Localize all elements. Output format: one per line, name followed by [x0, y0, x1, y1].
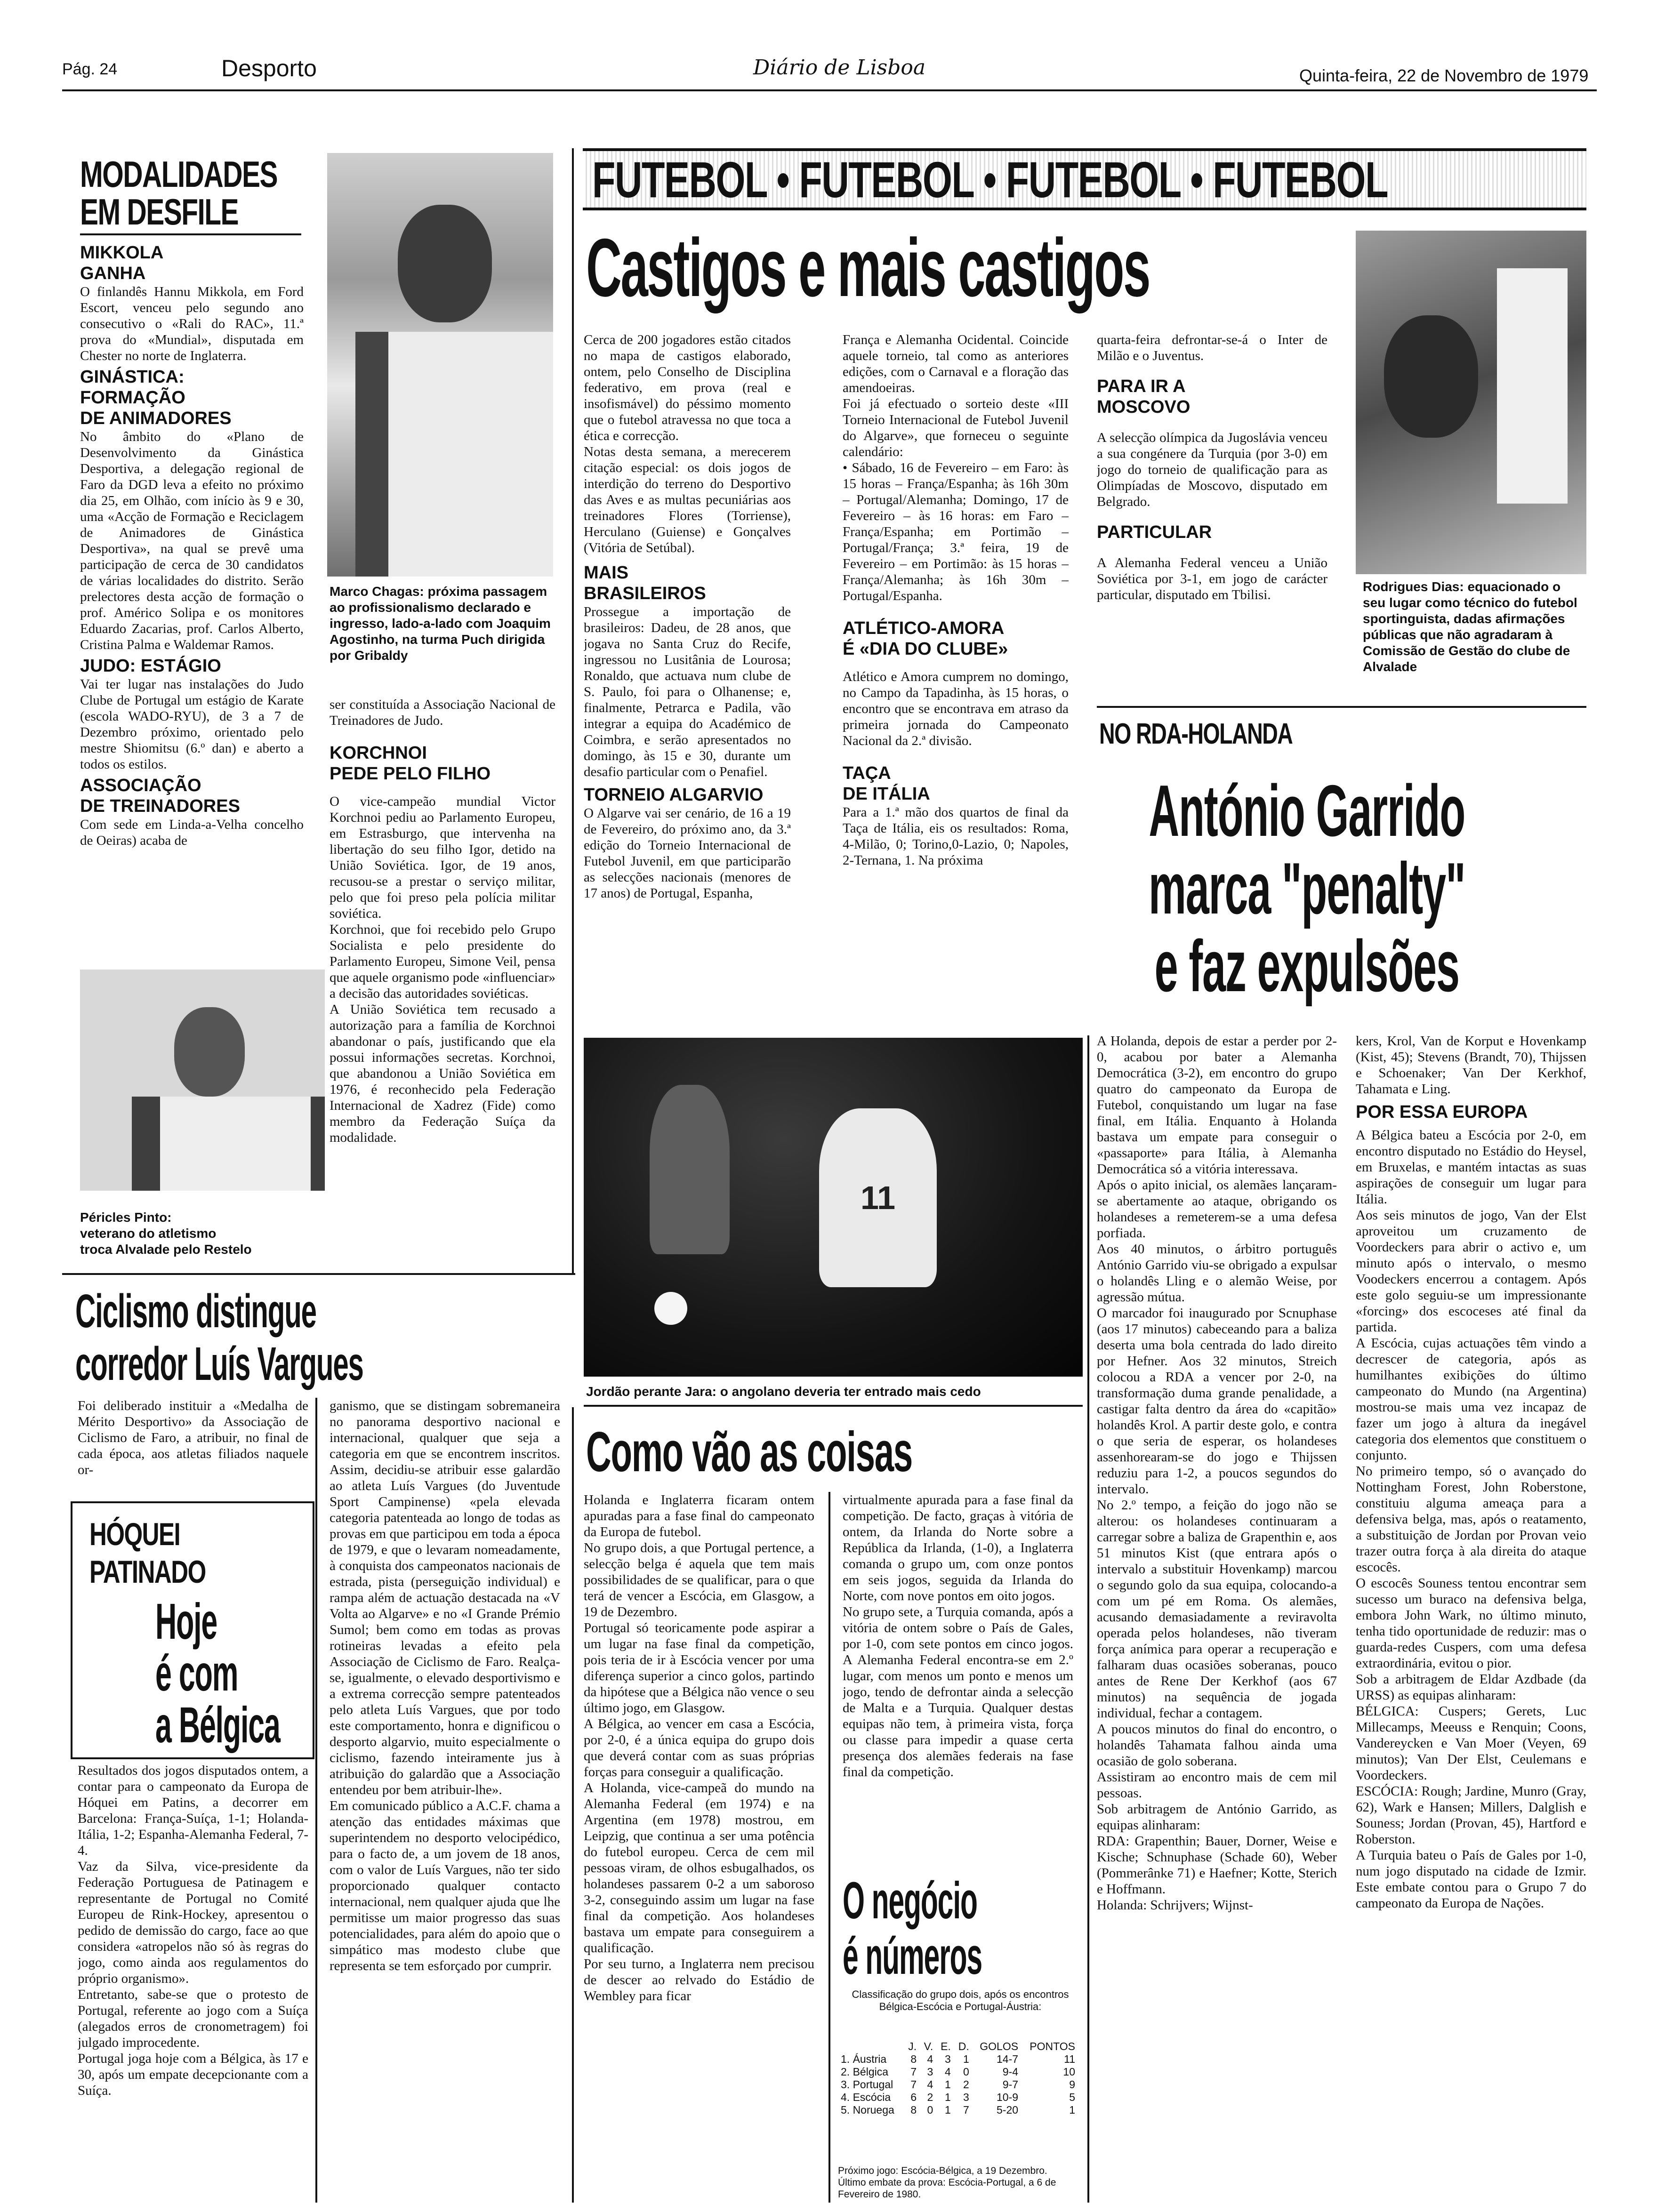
coisas-headline: Como vão as coisas — [586, 1420, 913, 1483]
mikkola-heading: MIKKOLA GANHA — [80, 243, 164, 283]
table-cell: 4 — [945, 2066, 951, 2078]
ciclismo-column-1 — [78, 1398, 308, 1478]
castigos-headline: Castigos e mais castigos — [586, 222, 1150, 314]
issue-date: Quinta-feira, 22 de Novembro de 1979 — [1299, 66, 1589, 85]
football-match-photo — [584, 1038, 1083, 1377]
table-cell: 10-9 — [997, 2091, 1019, 2103]
judo-heading: JUDO: ESTÁGIO — [80, 656, 221, 676]
table-cell: 9-7 — [1002, 2078, 1019, 2091]
modalidades-rule — [80, 233, 301, 235]
negocio-headline: O negócio é números — [843, 1872, 982, 1985]
portrait-head-shape — [174, 1007, 245, 1097]
hoquei-headline: Hoje é com a Bélgica — [155, 1593, 280, 1753]
negocio-intro: Classificação do grupo dois, após os encontros Bélgica-Escócia e Portugal-Áustria: — [852, 1988, 1069, 2012]
coisas-text-continued: virtualmente apurada para a fase final da competição. De facto, graças à vitória de ontem, da Irlanda do Norte sobre a República da Irlanda, (1-0), a Inglaterra comanda o grupo um, com onze pontos em seis jogos, seguida da Irlanda do Norte, com nove pontos em oito jogos. No grupo sete, a Turquia comanda, após a vitória de ontem sobre o País de Gales, por 1-0, com sete pontos em cinco jogos. A Alemanha Federal encontra-se em 2.º lugar, com menos um ponto e menos um jogo, tendo de defrontar ainda a selecção de Malta e a Turquia. Qualquer destas equipas não tem, à primeira vista, força ou classe para impedir a quase certa presença dos alemães federais na fase final da competição. — [843, 1492, 1073, 1779]
castigos-column-1 — [584, 332, 791, 1026]
masthead-rule — [62, 89, 1597, 91]
table-cell: 7 — [910, 2078, 917, 2091]
associacao-heading: ASSOCIAÇÃO DE TREINADORES — [80, 776, 240, 816]
ciclismo-column-2 — [330, 1398, 560, 2203]
korchnoi-heading: KORCHNOI PEDE PELO FILHO — [330, 743, 491, 784]
korchnoi-text: O vice-campeão mundial Victor Korchnoi pediu ao Parlamento Europeu, em Estrasburgo, que intervenha na libertação do seu filho Igor, detido na União Soviética. Igor, de 19 anos, recusou-se a prestar o serviço militar, pelo que foi preso pela polícia militar soviética. Korchnoi, que foi recebido pelo Grupo Socialista e pelo presidente do Parlamento Europeu, Simone Veil, pensa que aquele organismo pode «influenciar» a decisão das autoridades soviéticas. A União Soviética tem recusado a autorização para a família de Korchnoi abandonar o país, justificando que ela possui informações secretas. Korchnoi, que abandonou a União Soviética em 1976, é reconhecido pela Federação Internacional de Xadrez (Fide) como membro da Federação Suíça da modalidade. — [330, 794, 555, 1145]
table-cell: 1 — [945, 2078, 951, 2091]
table-cell: 3 — [945, 2053, 951, 2065]
standings-header-cell: J. — [908, 2040, 917, 2052]
castigos-column-3 — [1097, 332, 1327, 699]
rodrigues-dias-photo — [1356, 231, 1586, 574]
table-cell: 14-7 — [997, 2053, 1019, 2065]
table-cell: 7 — [963, 2104, 969, 2116]
rda-top-rule — [1097, 706, 1586, 708]
moscovo-heading: PARA IR A MOSCOVO — [1097, 377, 1190, 417]
table-cell: 0 — [927, 2104, 933, 2116]
atletico-amora-text: Atlético e Amora cumprem no domingo, no Campo da Tapadinha, às 15 horas, o encontro que se encontrava em atraso da primeira jornada do Campeonato Nacional da 2.ª divisão. — [843, 669, 1069, 748]
table-cell: 1 — [1069, 2104, 1075, 2116]
ciclismo-text-continued: ganismo, que se distingam sobremaneira no panorama desportivo nacional e internacional, qualquer que seja a categoria em que se encontrem inscritos. Assim, decidiu-se atribuir esse galardão ao atleta Luís Vargues (do Juventude Sport Campinense) «pela elevada categoria patenteada ao longo de todas as provas em que participou em toda a época de 1979, e que o levaram nomeadamente, à conquista dos campeonatos nacionais de estrada, pista (perseguição individual) e rampa além de actuação destacada na «V Volta ao Algarve» e no «I Grande Prémio Sumol; bem como em todas as provas rotineiras levadas a efeito pela Associação de Ciclismo de Faro. Realça-se, igualmente, o elevado desportivismo e a extrema correcção sempre patenteados pelo atleta Luís Vargues, que por todo este comportamento, honra e dignificou o desporto algarvio, muito especialmente o ciclismo, fazendo inteiramente jus à atribuição do galardão que a Associação entendeu por bem atribuir-lhe». Em comunicado público a A.C.F. chama a atenção das entidades máximas que superintendem no desporto velocipédico, para o facto de, a um jovem de 18 anos, com o valor de Luís Vargues, não ter sido proporcionado qualquer contacto internacional, nem qualquer ajuda que lhe permitisse um maior progresso das suas potencialidades, para além do apoio que o simpático mas modesto clube que representa se tem esforçado por cumprir. — [330, 1398, 560, 1973]
taca-italia-text: Para a 1.ª mão dos quartos de final da Taça de Itália, eis os resultados: Roma, 4-Milão, 0; Torino,0-Lazio, 0; Napoles, 2-Ternana, 1. Na próxima — [843, 805, 1069, 868]
rodrigues-dias-caption: Rodrigues Dias: equacionado o seu lugar como técnico do futebol sportinguista, dadas afirmações públicas que não agradaram à Comissão de Gestão do clube de Alvalade — [1363, 579, 1577, 674]
rda-kicker: NO RDA-HOLANDA — [1099, 718, 1293, 750]
taca-italia-heading: TAÇA DE ITÁLIA — [843, 763, 930, 804]
table-cell: 4 — [927, 2078, 933, 2091]
table-cell: 1 — [945, 2091, 951, 2103]
standings-header-cell — [838, 2040, 904, 2053]
mais-brasileiros-heading: MAIS BRASILEIROS — [584, 563, 706, 603]
table-cell: 1. Áustria — [841, 2053, 887, 2065]
table-cell: 4. Escócia — [841, 2091, 891, 2103]
white-player-shape — [819, 1108, 937, 1287]
particular-text: A Alemanha Federal venceu a União Soviética por 3-1, em jogo de carácter particular, disputado em Tbilisi. — [1097, 555, 1327, 602]
coisas-column-1 — [584, 1492, 814, 2203]
mikkola-text: O finlandês Hannu Mikkola, em Ford Escort, venceu pelo segundo ano consecutivo o «Rali do RAC», 11.ª prova do «Mundial», disputada em Chester no norte de Inglaterra. — [80, 284, 304, 363]
coisas-top-rule — [584, 1405, 1083, 1407]
rda-column-2 — [1356, 1033, 1586, 2200]
photo-head-shape — [1384, 315, 1478, 438]
negocio-footer: Próximo jogo: Escócia-Bélgica, a 19 Dezembro. Último embate da prova: Escócia-Portugal, a 6 de Fevereiro de 1980. — [838, 2165, 1056, 2200]
table-row — [838, 2104, 1078, 2116]
inter-juventus-text: quarta-feira defrontar-se-á o Inter de Milão e o Juventus. — [1097, 332, 1327, 363]
torneio-calendar-text: França e Alemanha Ocidental. Coincide aquele torneio, tal como as anteriores edições, com o Carnaval e a floração das amendoeiras. Foi já efectuado o sorteio deste «III Torneio Internacional de Futebol Juvenil do Algarve», que forneceu o seguinte calendário: • Sábado, 16 de Fevereiro – em Faro: às 15 horas – França/Espanha; às 16h 30m – Portugal/Alemanha; Domingo, 17 de Fevereiro – às 16 horas: em Faro – França/Espanha; em Portimão – Portugal/França; 3.ª feira, 19 de Fevereiro – em Portimão: às 15 horas – França/Alemanha; às 16h 30m – Portugal/Espanha. — [843, 332, 1069, 603]
castigos-column-2 — [843, 332, 1069, 1026]
table-cell: 2. Bélgica — [841, 2066, 889, 2078]
table-cell: 1 — [945, 2104, 951, 2116]
ciclismo-top-rule — [62, 1273, 575, 1275]
table-cell: 5. Noruega — [841, 2104, 894, 2116]
hoquei-text: Resultados dos jogos disputados ontem, a contar para o campeonato da Europa de Hóquei em Patins, a decorrer em Barcelona: França-Suíça, 1-1; Holanda-Itália, 1-2; Espanha-Alemanha Federal, 7-4. Vaz da Silva, vice-presidente da Federação Portuguesa de Patinagem e representante de Portugal no Comité Europeu de Rink-Hockey, apresentou o pedido de demissão do cargo, face ao que considera «atropelos não só às regras do jogo, como ainda aos regulamentos do próprio organismo». Entretanto, sabe-se que o protesto de Portugal, referente ao jogo com a Suíça (alegados erros de cronometragem) foi julgado improcedente. Portugal joga hoje com a Bélgica, às 17 e 30, após um empate decepcionante com a Suíça. — [78, 1763, 308, 2098]
ginastica-text: No âmbito do «Plano de Desenvolvimento da Ginástica Desportiva, a delegação regional de Faro da DGD leva a efeito no próximo dia 25, em Olhão, com início às 9 e 30, uma «Acção de Formação e Reciclagem de Animadores de Ginástica Desportiva», na qual se prevê uma participação de cerca de 30 candidatos de várias localidades do distrito. Serão prelectores desta acção de formação o prof. Américo Solipa e os monitores Eduardo Zacarias, prof. Carlos Alberto, Cristina Palma e Waldemar Ramos. — [80, 429, 304, 652]
pericles-pinto-photo — [80, 970, 325, 1191]
table-cell: 6 — [910, 2091, 917, 2103]
table-cell: 3 — [963, 2091, 969, 2103]
table-cell: 5-20 — [997, 2104, 1019, 2116]
particular-heading: PARTICULAR — [1097, 522, 1212, 542]
castigos-text: Cerca de 200 jogadores estão citados no mapa de castigos elaborado, ontem, pelo Conselho de Disciplina federativo, em prova (real e insofismável) do péssimo momento que o futebol atravessa no que toca a ética e correcção. Notas desta semana, a merecerem citação especial: os dois jogos de interdição do terreno do Desportivo das Aves e as multas pecuniárias aos treinadores Flores (Torriense), Herculano (Guiense) e Gonçalves (Vitória de Setúbal). — [584, 332, 791, 555]
table-cell: 11 — [1064, 2053, 1075, 2065]
standings-body — [838, 2053, 1078, 2116]
ciclismo-right-divider — [572, 1407, 574, 2203]
table-cell: 2 — [963, 2078, 969, 2091]
jersey-number: 11 — [861, 1179, 895, 1216]
mais-brasileiros-text: Prossegue a importação de brasileiros: Dadeu, de 28 anos, que jogava no Santa Cruz do Recife, ingressou no Lusitânia de Lourosa; Ronaldo, que actuava num clube de S. Paulo, foi para o Olhanense; e, finalmente, Petrarca e Padila, vão integrar a equipa do Académico de Coimbra, e serão apresentados no domingo, às 15 e 30, durante um desafio particular com o Penafiel. — [584, 604, 791, 779]
table-row — [838, 2053, 1078, 2066]
table-row — [838, 2078, 1078, 2091]
standings-header-row — [838, 2040, 1078, 2053]
table-cell: 3 — [927, 2066, 933, 2078]
marco-chagas-caption: Marco Chagas: próxima passagem ao profissionalismo declarado e ingresso, lado-a-lado com Joaquim Agostinho, na turma Puch dirigida por Gribaldy — [330, 584, 551, 663]
table-row — [838, 2091, 1078, 2104]
korchnoi-column — [330, 697, 555, 1273]
table-cell: 4 — [927, 2053, 933, 2065]
table-cell: 3. Portugal — [841, 2078, 893, 2091]
newspaper-title: Diário de Lisboa — [753, 56, 926, 80]
judo-text: Vai ter lugar nas instalações do Judo Clube de Portugal um estágio de Karate (escola WADO-RYU), de 3 a 7 de Dezembro próximo, orientado pelo mestre Shiomitsu (6.º dan) e aberto a todos os estilos. — [80, 677, 304, 772]
portrait-torso-shape — [132, 1097, 325, 1191]
table-cell: 2 — [927, 2091, 933, 2103]
marco-chagas-photo — [327, 153, 553, 577]
table-cell: 9-4 — [1002, 2066, 1019, 2078]
hoquei-kicker: HÓQUEI PATINADO — [89, 1516, 206, 1590]
ciclismo-text-start: Foi deliberado instituir a «Medalha de Mérito Desportivo» da Associação de Ciclismo de Faro, a atribuir, no final de cada época, aos atletas filiados naquele or- — [78, 1398, 308, 1477]
table-cell: 1 — [963, 2053, 969, 2065]
associacao-continued: ser constituída a Associação Nacional de Treinadores de Judo. — [330, 697, 555, 728]
torneio-algarvio-text: O Algarve vai ser cenário, de 16 a 19 de Fevereiro, do próximo ano, da 3.ª edição do Torneio Internacional de Futebol Juvenil, em que participarão as selecções nacionais (menores de 17 anos) de Portugal, Espanha, — [584, 806, 791, 901]
table-cell: 9 — [1069, 2078, 1075, 2091]
coisas-column-2 — [843, 1492, 1073, 1859]
section-name: Desporto — [221, 55, 317, 81]
hoquei-column — [78, 1763, 308, 2203]
page-number: Pág. 24 — [62, 60, 118, 78]
rda-column-1 — [1097, 1033, 1337, 2200]
holanda-lineup-text: kers, Krol, Van de Korput e Hovenkamp (Kist, 45); Stevens (Brandt, 70), Thijssen e Schoenaker; Van Der Kerkhof, Tahamata e Ling. — [1356, 1034, 1586, 1097]
ball-shape — [654, 1292, 687, 1325]
modalidades-title: MODALIDADES EM DESFILE — [80, 153, 278, 232]
figure-head-shape — [398, 205, 492, 322]
dark-player-shape — [650, 1085, 730, 1254]
ciclismo-column-divider — [315, 1398, 317, 2203]
figure-torso-shape — [355, 332, 553, 577]
football-photo-caption: Jordão perante Jara: o angolano deveria ter entrado mais cedo — [586, 1384, 981, 1399]
column-divider — [572, 148, 574, 1273]
standings-header-cell: PONTOS — [1030, 2040, 1075, 2052]
associacao-text: Com sede em Linda-a-Velha concelho de Oeiras) acaba de — [80, 817, 304, 848]
standings-table — [838, 2040, 1078, 2116]
standings-header-cell: E. — [941, 2040, 951, 2052]
atletico-amora-heading: ATLÉTICO-AMORA É «DIA DO CLUBE» — [843, 618, 1008, 659]
photo-light-area — [1497, 268, 1568, 504]
table-cell: 10 — [1063, 2066, 1075, 2078]
rda-column-divider — [1087, 1035, 1089, 2203]
table-cell: 7 — [910, 2066, 917, 2078]
futebol-banner — [583, 148, 1586, 210]
table-cell: 8 — [910, 2053, 917, 2065]
table-cell: 5 — [1069, 2091, 1075, 2103]
table-row — [838, 2066, 1078, 2078]
moscovo-text: A selecção olímpica da Jugoslávia venceu a sua congénere da Turquia (por 3-0) em jogo do torneio de qualificação para as Olimpíadas de Moscovo, disputado em Belgrado. — [1097, 430, 1327, 509]
rda-report-text: A Holanda, depois de estar a perder por 2-0, acabou por bater a Alemanha Democrática (3-2), em encontro do grupo quatro do campeonato da Europa de Futebol, conquistando um lugar na fase final, em Itália. Enquanto à Holanda bastava um empate para conseguir o «passaporte» para Itália, à Alemanha Democrática só a vitória interessava. Após o apito inicial, os alemães lançaram-se abertamente ao ataque, obrigando os holandeses a remeterem-se a uma defesa porfiada. Aos 40 minutos, o árbitro português António Garrido viu-se obrigado a expulsar o holandês Lling e o alemão Weise, por agressão mútua. O marcador foi inaugurado por Scnuphase (aos 17 minutos) cabeceando para a baliza deserta uma bola centrada do lado direito por Hefner. Aos 32 minutos, Streich colocou a RDA a vencer por 2-0, na transformação duma grande penalidade, a castigar falta dentro da área do «capitão» holandês Krol. A partir deste golo, e contra o que seria de esperar, os holandeses assenhorearam-se do jogo e Thijssen reduziu para 1-2, a poucos segundos do intervalo. No 2.º tempo, a feição do jogo não se alterou: os holandeses continuaram a carregar sobre a baliza de Grapenthin e, aos 51 minutos Kist (que entrara após o intervalo a substituir Hovenkamp) marcou o segundo golo da sua equipa, colocando-a com um pé em Roma. Os alemães, acusando demasiadamente a reviravolta operada pelos holandeses, não tiveram força anímica para operar a recuperação e falharam duas ocasiões soberanas, pouco antes de Rene Der Kerkhof (aos 67 minutos) na sequência de jogada individual, fechar a contagem. A poucos minutos do final do encontro, o holandês Tahamata falhou ainda uma ocasião de golo soberana. Assistiram ao encontro mais de cem mil pessoas. Sob arbitragem de António Garrido, as equipas alinharam: RDA: Grapenthin; Bauer, Dorner, Weise e Kische; Schnuphase (Schade 60), Weber (Pommerânke 71) e Haefner; Kotte, Sterich e Hoffmann. Holanda: Schrijvers; Wijnst- — [1097, 1034, 1337, 1913]
standings-header-cell: D. — [958, 2040, 969, 2052]
rda-headline: António Garrido marca "penalty" e faz expulsões — [1149, 770, 1465, 1007]
coisas-column-divider — [828, 1492, 830, 2203]
banner-text: FUTEBOL • FUTEBOL • FUTEBOL • FUTEBOL — [592, 151, 1388, 208]
table-cell: 8 — [910, 2104, 917, 2116]
standings-header-cell: V. — [924, 2040, 933, 2052]
torneio-algarvio-heading: TORNEIO ALGARVIO — [584, 785, 764, 805]
standings-header-cell: GOLOS — [980, 2040, 1019, 2052]
ciclismo-headline: Ciclismo distingue corredor Luís Vargues — [75, 1285, 363, 1390]
pericles-pinto-caption: Péricles Pinto: veterano do atletismo troca Alvalade pelo Restelo — [80, 1210, 252, 1257]
table-cell: 0 — [963, 2066, 969, 2078]
ginastica-heading: GINÁSTICA: FORMAÇÃO DE ANIMADORES — [80, 367, 232, 428]
por-essa-europa-heading: POR ESSA EUROPA — [1356, 1102, 1528, 1122]
por-essa-europa-text: A Bélgica bateu a Escócia por 2-0, em encontro disputado no Estádio do Heysel, em Bruxelas, e mantém intactas as suas aspirações de conseguir um lugar para Itália. Aos seis minutos de jogo, Van der Elst aproveitou um cruzamento de Voordeckers para abrir o activo e, um minuto após o intervalo, o mesmo Voodeckers encerrou a contagem. Após este golo seguiu-se um impressionante «forcing» dos escoceses até final da partida. A Escócia, cujas actuações têm vindo a decrescer de categoria, após as humilhantes exibições do último campeonato do Mundo (na Argentina) mostrou-se mais uma vez incapaz de fazer um jogo à altura da inegável categoria dos elementos que constituem o conjunto. No primeiro tempo, só o avançado do Nottingham Forest, John Roberstone, constituiu alguma ameaça para a defensiva belga, mas, após o reatamento, a substituição de Jordan por Provan veio trazer outra força à ala direita do ataque escocês. O escocês Souness tentou encontrar sem sucesso um buraco na defensiva belga, embora John Wark, no último minuto, tenha tido oportunidade de reduzir: mas o guarda-redes Cuspers, com uma defesa extraordinária, evitou o pior. Sob a arbitragem de Eldar Azdbade (da URSS) as equipas alinharam: BÉLGICA: Cuspers; Gerets, Luc Millecamps, Meeuss e Renquin; Coons, Vandereycken e Van Moer (Veyen, 69 minutos); Van Der Elst, Ceulemans e Voordeckers. ESCÓCIA: Rough; Jardine, Munro (Gray, 62), Wark e Hansen; Millers, Dalglish e Souness; Jordan (Provan, 45), Hartford e Roberston. A Turquia bateu o País de Gales por 1-0, num jogo disputado na cidade de Izmir. Este embate contou para o Grupo 7 do campeonato da Europa de Nações. — [1356, 1128, 1586, 1911]
coisas-text: Holanda e Inglaterra ficaram ontem apuradas para a fase final do campeonato da Europa de futebol. No grupo dois, a que Portugal pertence, a selecção belga é aquela que tem mais possibilidades de se qualificar, para o que terá de vencer a Escócia, em Glasgow, a 19 de Dezembro. Portugal só teoricamente pode aspirar a um lugar na fase final da competição, pois teria de ir à Escócia vencer por uma diferença superior a cinco golos, partindo da hipótese que a Bélgica não vence o seu último jogo, em Glasgow. A Bélgica, ao vencer em casa a Escócia, por 2-0, é a única equipa do grupo dois que deverá contar com as suas próprias forças para conseguir a qualificação. A Holanda, vice-campeã do mundo na Alemanha Federal (em 1974) e na Argentina (em 1978) mostrou, em Leipzig, que continua a ser uma potência do futebol europeu. Cerca de cem mil pessoas viram, de olhos esbugalhados, os holandeses passarem 0-2 a um saboroso 3-2, conseguindo assim um lugar na fase final da competição. Aos holandeses bastava um empate para conseguirem a qualificação. Por seu turno, a Inglaterra nem precisou de descer ao relvado do Estádio de Wembley para ficar — [584, 1492, 814, 2004]
